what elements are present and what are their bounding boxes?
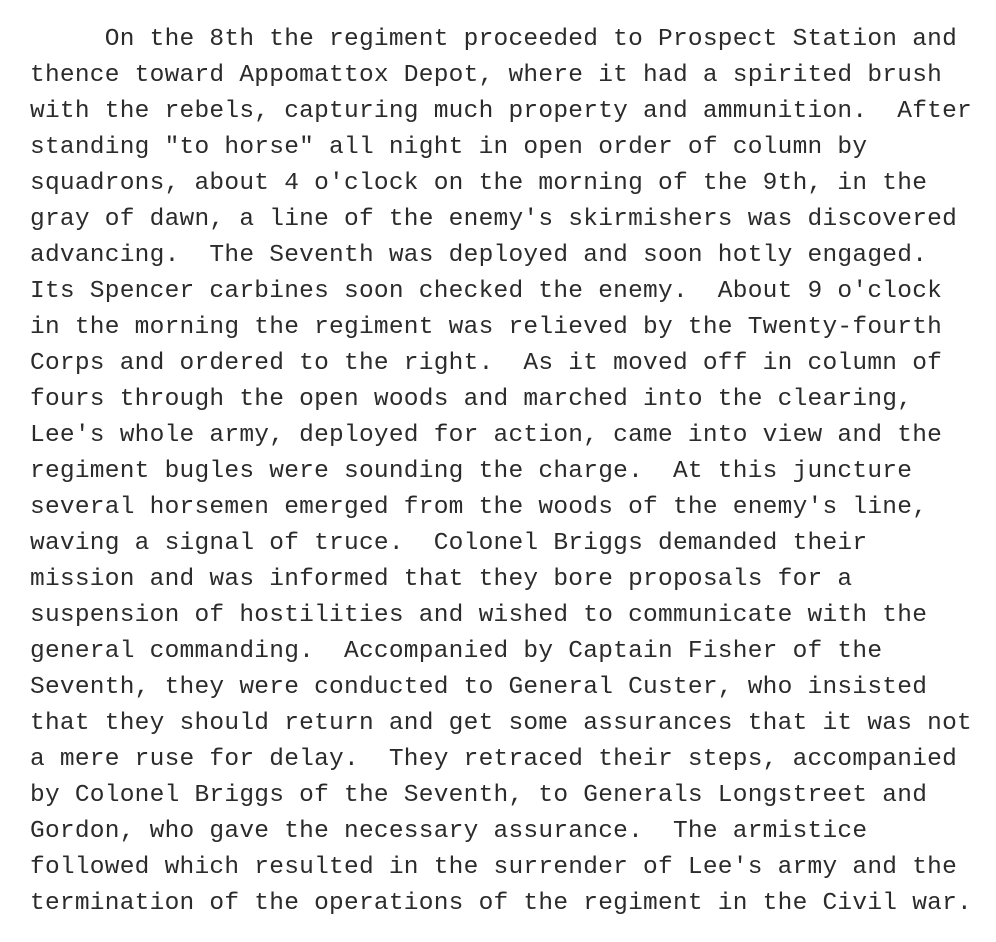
text-line: suspension of hostilities and wished to communicate with the [30,602,928,629]
text-line: by Colonel Briggs of the Seventh, to Generals Longstreet and [30,782,928,809]
text-line: advancing. The Seventh was deployed and soon hotly engaged. [30,242,928,269]
text-line: waving a signal of truce. Colonel Briggs demanded their [30,530,868,557]
text-line: Corps and ordered to the right. As it moved off in column of [30,350,943,377]
text-line: gray of dawn, a line of the enemy's skirmishers was discovered [30,206,958,233]
text-line: fours through the open woods and marched into the clearing, [30,386,913,413]
text-line: Lee's whole army, deployed for action, came into view and the [30,422,943,449]
text-line: regiment bugles were sounding the charge. At this juncture [30,458,913,485]
text-line: Seventh, they were conducted to General Custer, who insisted [30,674,928,701]
text-line: Gordon, who gave the necessary assurance. The armistice [30,818,868,845]
text-line: several horsemen emerged from the woods of the enemy's line, [30,494,928,521]
text-line: termination of the operations of the regiment in the Civil war. [30,890,973,917]
text-line: general commanding. Accompanied by Captain Fisher of the [30,638,883,665]
text-line: that they should return and get some assurances that it was not [30,710,973,737]
text-line: Its Spencer carbines soon checked the enemy. About 9 o'clock [30,278,943,305]
text-line: followed which resulted in the surrender of Lee's army and the [30,854,958,881]
text-line: mission and was informed that they bore proposals for a [30,566,853,593]
text-line: thence toward Appomattox Depot, where it had a spirited brush [30,62,943,89]
text-line: standing "to horse" all night in open order of column by [30,134,868,161]
text-line: in the morning the regiment was relieved by the Twenty-fourth [30,314,943,341]
text-line: On the 8th the regiment proceeded to Prospect Station and [30,26,958,53]
document-body [30,22,990,922]
text-line: squadrons, about 4 o'clock on the morning of the 9th, in the [30,170,928,197]
text-line: with the rebels, capturing much property and ammunition. After [30,98,973,125]
text-line: a mere ruse for delay. They retraced their steps, accompanied [30,746,958,773]
